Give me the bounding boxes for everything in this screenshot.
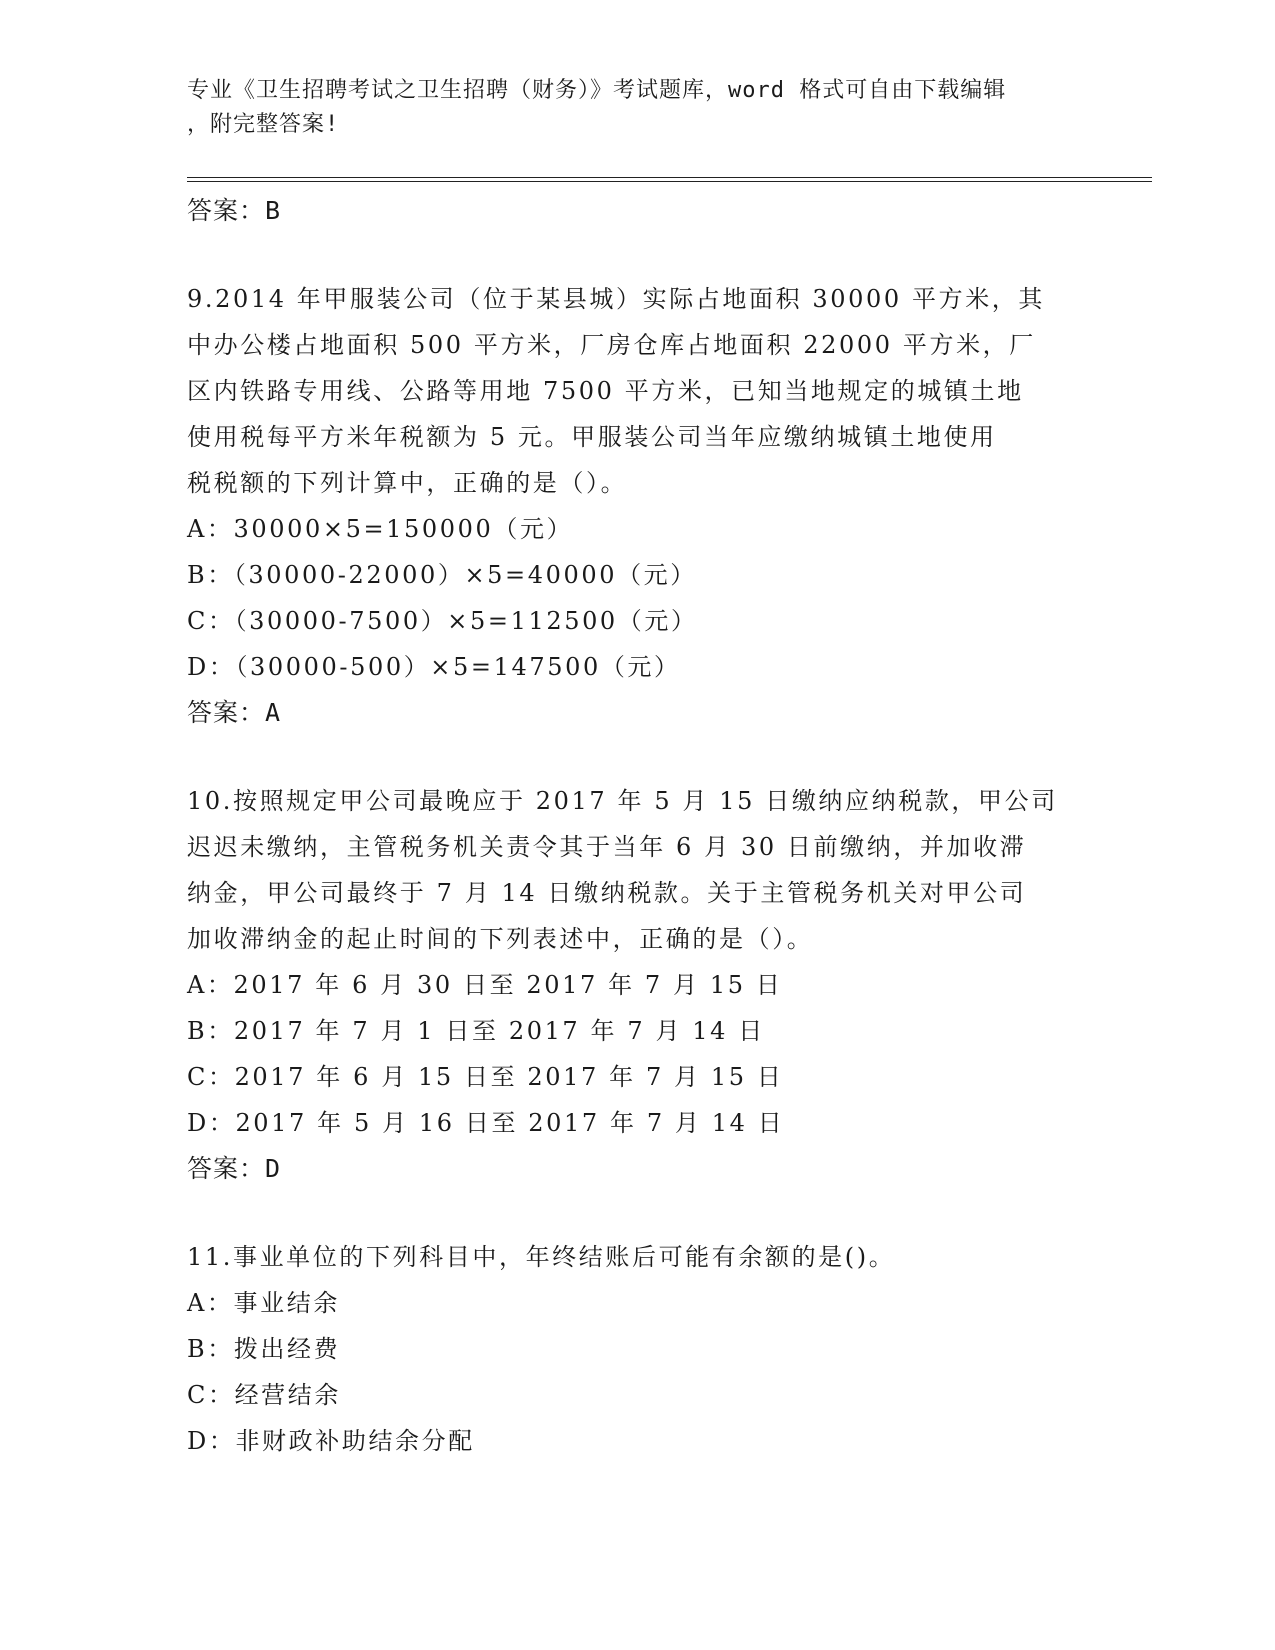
question-text-line: 纳金，甲公司最终于 7 月 14 日缴纳税款。关于主管税务机关对甲公司: [187, 879, 1027, 907]
option-d: D：（30000-500）×5=147500（元）: [187, 653, 681, 681]
question-text-line: 10.按照规定甲公司最晚应于 2017 年 5 月 15 日缴纳应纳税款，甲公司: [187, 787, 1058, 815]
header-line-1: 专业《卫生招聘考试之卫生招聘（财务）》考试题库，word 格式可自由下载编辑: [187, 78, 1007, 103]
spacer: [187, 234, 1087, 276]
option-b: B：（30000-22000）×5=40000（元）: [187, 561, 697, 589]
answer-q10: 答案：D: [187, 1154, 282, 1183]
header-line-2: ，附完整答案!: [187, 112, 340, 137]
header-divider: [187, 177, 1152, 182]
spacer: [187, 736, 1087, 778]
option-b: B：拨出经费: [187, 1335, 341, 1363]
question-9: [187, 276, 1087, 736]
option-c: C：（30000-7500）×5=112500（元）: [187, 607, 698, 635]
option-a: A：事业结余: [187, 1289, 340, 1317]
option-c: C：2017 年 6 月 15 日至 2017 年 7 月 15 日: [187, 1063, 784, 1091]
answer-q9: 答案：A: [187, 698, 282, 727]
option-a: A：30000×5=150000（元）: [187, 515, 574, 543]
question-text-line: 加收滞纳金的起止时间的下列表述中，正确的是（）。: [187, 925, 814, 953]
question-text-line: 使用税每平方米年税额为 5 元。甲服装公司当年应缴纳城镇土地使用: [187, 423, 997, 451]
option-b: B：2017 年 7 月 1 日至 2017 年 7 月 14 日: [187, 1017, 765, 1045]
option-d: D：2017 年 5 月 16 日至 2017 年 7 月 14 日: [187, 1109, 785, 1137]
page-header: [187, 74, 1067, 142]
answer-previous: 答案：B: [187, 196, 282, 225]
question-11: [187, 1234, 1087, 1464]
question-text-line: 区内铁路专用线、公路等用地 7500 平方米，已知当地规定的城镇土地: [187, 377, 1024, 405]
question-text-line: 税税额的下列计算中，正确的是（）。: [187, 469, 628, 497]
option-d: D：非财政补助结余分配: [187, 1427, 475, 1455]
spacer: [187, 1192, 1087, 1234]
question-text-line: 9.2014 年甲服装公司（位于某县城）实际占地面积 30000 平方米，其: [187, 285, 1046, 313]
question-text-line: 中办公楼占地面积 500 平方米，厂房仓库占地面积 22000 平方米，厂: [187, 331, 1036, 359]
option-a: A：2017 年 6 月 30 日至 2017 年 7 月 15 日: [187, 971, 783, 999]
question-10: [187, 778, 1087, 1192]
document-body: [187, 188, 1087, 1464]
question-text-line: 迟迟未缴纳，主管税务机关责令其于当年 6 月 30 日前缴纳，并加收滞: [187, 833, 1027, 861]
question-text-line: 11.事业单位的下列科目中，年终结账后可能有余额的是()。: [187, 1243, 896, 1271]
option-c: C：经营结余: [187, 1381, 341, 1409]
